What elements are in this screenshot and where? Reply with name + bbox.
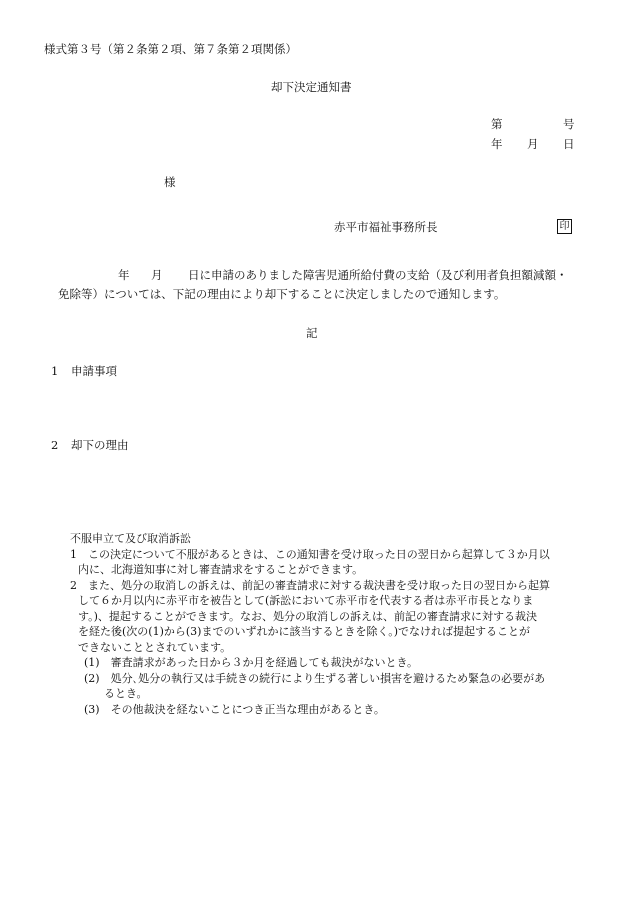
appeal-heading: 不服申立て及び取消訴訟: [70, 532, 191, 545]
appeal-line: を経た後(次の(1)から(3)までのいずれかに該当するときを除く。)でなければ提起することが: [78, 625, 531, 638]
issuer-name: 赤平市福祉事務所長: [334, 220, 438, 234]
page-title: 却下決定通知書: [271, 80, 352, 94]
appeal-line: できないこととされています。: [78, 640, 232, 654]
body-date-month: 月: [151, 268, 163, 282]
appeal-line: るとき。: [104, 687, 148, 700]
section-2-number: 2: [51, 438, 59, 452]
appeal-line: す。)、提起することができます。なお、処分の取消しの訴えは、前記の審査請求に対する裁決: [78, 609, 538, 623]
date-month: 月: [527, 137, 539, 151]
date-day: 日: [563, 137, 575, 151]
body-date-year: 年: [118, 268, 130, 282]
appeal-line: 1 この決定について不服があるときは、この通知書を受け取った日の翌日から起算して３か月以: [70, 547, 550, 561]
section-1-number: 1: [51, 364, 59, 378]
appeal-notice: [70, 531, 590, 717]
ki-mark: 記: [306, 326, 318, 340]
form-label: 様式第３号（第２条第２項、第７条第２項関係）: [44, 42, 297, 56]
section-2-label: 却下の理由: [71, 438, 129, 452]
number-suffix: 号: [563, 117, 575, 131]
appeal-line: して６か月以内に赤平市を被告として(訴訟において赤平市を代表する者は赤平市長となりま: [78, 594, 534, 607]
seal-mark: 印: [557, 219, 572, 234]
body-line-2: 免除等）については、下記の理由により却下することに決定しましたので通知します。: [58, 287, 506, 301]
appeal-item-1: (1) 審査請求があった日から３か月を経過しても裁決がないとき。: [84, 656, 419, 669]
appeal-item-3: (3) その他裁決を経ないことにつき正当な理由があるとき。: [84, 702, 385, 716]
addressee-honorific: 様: [164, 175, 176, 189]
appeal-line: 内に、北海道知事に対し審査請求をすることができます。: [78, 563, 364, 576]
appeal-line: 2 また、処分の取消しの訴えは、前記の審査請求に対する裁決書を受け取った日の翌日から起算: [70, 578, 550, 592]
appeal-item-2: (2) 処分､処分の執行又は手続きの続行により生ずる著しい損害を避けるため緊急の必要があ: [84, 671, 546, 685]
section-1-label: 申請事項: [71, 364, 117, 378]
body-line-1: 日に申請のありました障害児通所給付費の支給（及び利用者負担額減額・: [188, 268, 568, 282]
number-prefix: 第: [491, 117, 503, 131]
date-year: 年: [491, 137, 503, 151]
